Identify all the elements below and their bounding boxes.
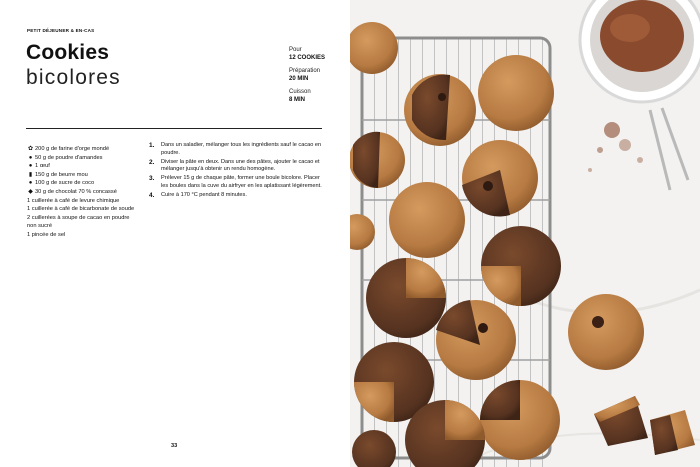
cook-time-label: Cuisson — [289, 89, 311, 96]
step-item — [149, 142, 324, 157]
ingredient-item — [27, 197, 134, 206]
cookies-photo-illustration — [350, 0, 700, 467]
prep-time-label: Préparation — [289, 68, 321, 75]
ingredients-list — [27, 145, 134, 240]
ingredient-item — [27, 145, 134, 154]
ingredient-text: 50 g de poudre d'amandes — [35, 154, 103, 161]
step-text: Cuire à 170 °C pendant 8 minutes. — [161, 192, 247, 199]
recipe-meta — [289, 47, 325, 111]
servings-value: 12 COOKIES — [289, 54, 326, 61]
ingredient-text: 1 cuillerée à café de bicarbonate de soude — [27, 206, 135, 213]
ingredient-text: 100 g de sucre de coco — [35, 180, 95, 187]
ingredient-text: 200 g de farine d'orge mondé — [35, 146, 110, 152]
almond-icon: ● — [28, 154, 33, 161]
ingredient-text: 2 cuillerées à soupe de cacao en poudre — [27, 214, 130, 221]
step-item — [149, 192, 324, 200]
prep-time-value: 20 MIN — [289, 75, 309, 82]
page-number: 33 — [171, 443, 178, 449]
ingredient-item — [27, 205, 134, 214]
step-item — [149, 175, 324, 190]
steps-list — [149, 142, 324, 201]
coconut-icon: ● — [28, 180, 33, 187]
egg-icon: ● — [28, 163, 33, 170]
step-number: 3. — [149, 175, 155, 183]
ingredient-text: 30 g de chocolat 70 % concassé — [35, 188, 117, 195]
ingredient-item — [27, 231, 134, 240]
grain-icon: ✿ — [27, 146, 34, 152]
ingredient-item — [27, 188, 134, 197]
cookies-photo — [350, 0, 700, 467]
ingredient-item — [27, 171, 134, 180]
recipe-title-line1: Cookies — [26, 41, 110, 64]
ingredient-item — [27, 222, 134, 231]
ingredient-text: 1 œuf — [35, 163, 50, 170]
cook-time-value: 8 MIN — [289, 96, 306, 103]
step-number: 1. — [149, 142, 155, 149]
recipe-title-line2: bicolores — [26, 66, 121, 89]
ingredient-text: 150 g de beurre mou — [35, 171, 88, 178]
ingredient-item — [27, 154, 134, 163]
step-text: Prélever 15 g de chaque pâte, former une boule bicolore. Placer les boules dans la cuve du airfryer en les aplatissant légèrement. — [161, 175, 322, 189]
step-item — [149, 159, 324, 174]
ingredient-item — [27, 214, 134, 223]
ingredient-text: 1 cuillerée à café de levure chimique — [27, 197, 120, 204]
ingredient-text: 1 pincée de sel — [27, 231, 66, 238]
ingredient-item — [27, 162, 134, 171]
step-number: 2. — [149, 158, 155, 166]
ingredient-text: non sucré — [27, 223, 52, 230]
ingredient-item — [27, 179, 134, 188]
step-text: Dans un saladier, mélanger tous les ingrédients sauf le cacao en poudre. — [161, 142, 322, 156]
step-number: 4. — [149, 192, 155, 200]
divider — [26, 128, 322, 129]
butter-icon: ▮ — [28, 171, 33, 178]
chocolate-icon: ◆ — [28, 188, 33, 195]
section-label: PETIT DÉJEUNER & EN-CAS — [27, 28, 95, 33]
step-text: Diviser la pâte en deux. Dans une des pâtes, ajouter le cacao et mélanger jusqu'à obtenir un rendu homogène. — [161, 158, 320, 173]
servings-label: Pour — [289, 47, 302, 53]
